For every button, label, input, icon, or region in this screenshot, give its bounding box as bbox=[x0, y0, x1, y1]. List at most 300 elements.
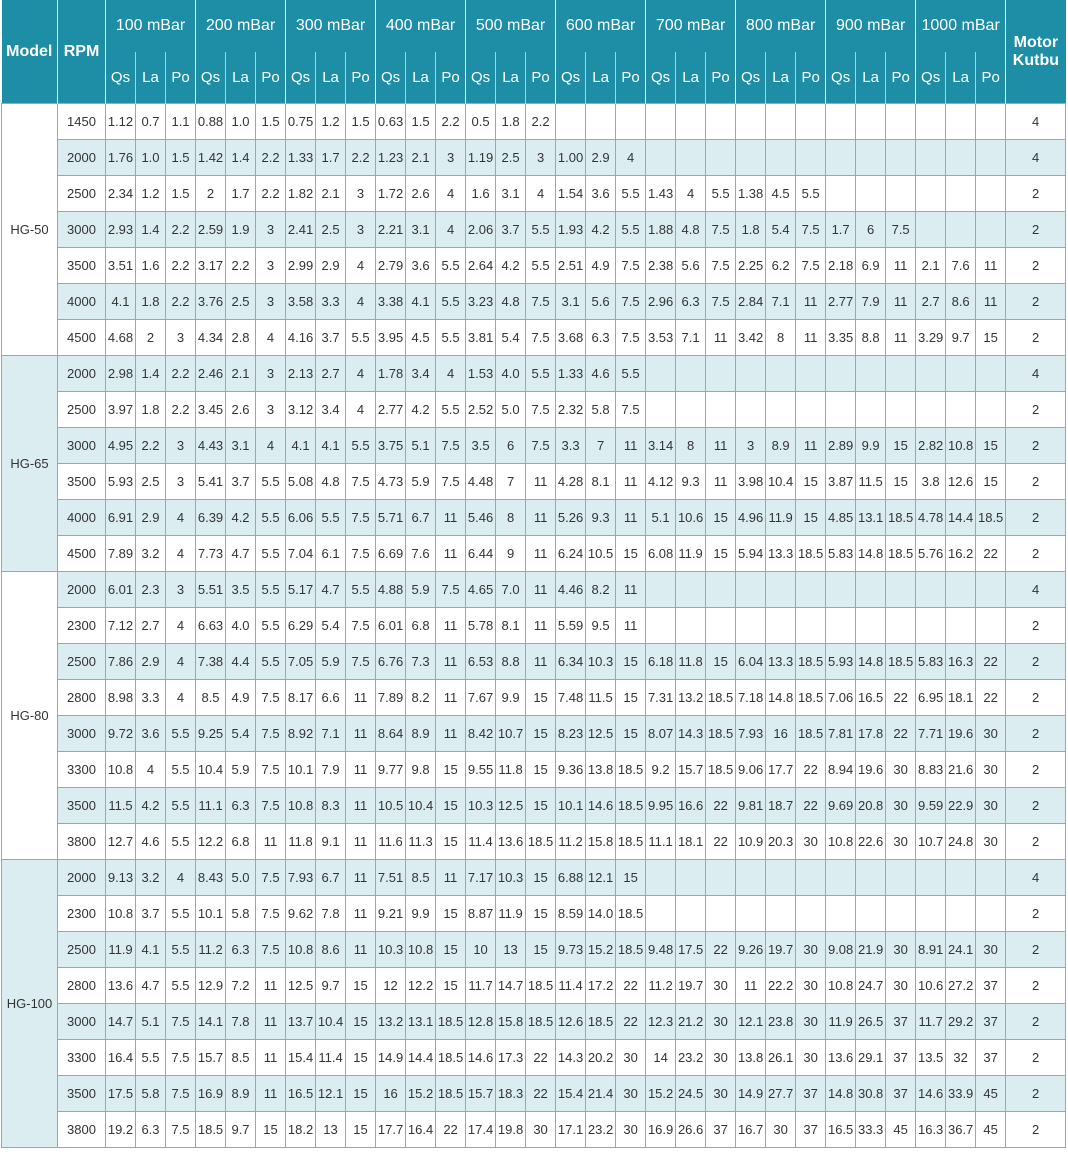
value-cell-la: 9.1 bbox=[316, 824, 346, 860]
model-cell: HG-100 bbox=[2, 860, 58, 1148]
rpm-cell: 3500 bbox=[58, 248, 106, 284]
value-cell-qs: 11.9 bbox=[106, 932, 136, 968]
value-cell-la: 8.5 bbox=[406, 860, 436, 896]
value-cell-po: 5.5 bbox=[436, 320, 466, 356]
value-cell-qs: 17.1 bbox=[556, 1112, 586, 1148]
header-sub-la: La bbox=[946, 52, 976, 104]
value-cell-qs: 5.59 bbox=[556, 608, 586, 644]
value-cell-po: 18.5 bbox=[886, 644, 916, 680]
table-row bbox=[2, 572, 1066, 608]
value-cell-po: 15 bbox=[436, 896, 466, 932]
table-row bbox=[2, 464, 1066, 500]
value-cell-po: 7.5 bbox=[796, 248, 826, 284]
value-cell-po: 7.5 bbox=[166, 1040, 196, 1076]
header-pressure-5: 500 mBar bbox=[466, 0, 556, 52]
value-cell-qs bbox=[646, 392, 676, 428]
value-cell-po: 22 bbox=[616, 968, 646, 1004]
value-cell-la: 10.8 bbox=[406, 932, 436, 968]
value-cell-qs: 2.38 bbox=[646, 248, 676, 284]
value-cell-qs bbox=[916, 104, 946, 140]
value-cell-po bbox=[796, 572, 826, 608]
value-cell-qs: 7.51 bbox=[376, 860, 406, 896]
value-cell-po bbox=[886, 608, 916, 644]
value-cell-qs bbox=[736, 860, 766, 896]
value-cell-po: 11 bbox=[346, 896, 376, 932]
value-cell-la: 3.1 bbox=[406, 212, 436, 248]
value-cell-po: 7.5 bbox=[256, 896, 286, 932]
value-cell-qs bbox=[736, 896, 766, 932]
value-cell-po: 18.5 bbox=[616, 824, 646, 860]
value-cell-la bbox=[946, 212, 976, 248]
value-cell-po: 15 bbox=[436, 968, 466, 1004]
value-cell-qs: 3.3 bbox=[556, 428, 586, 464]
value-cell-po: 15 bbox=[526, 716, 556, 752]
value-cell-qs: 9.55 bbox=[466, 752, 496, 788]
value-cell-qs: 2.98 bbox=[106, 356, 136, 392]
value-cell-la: 6.3 bbox=[136, 1112, 166, 1148]
value-cell-po bbox=[976, 392, 1006, 428]
value-cell-la: 3.1 bbox=[226, 428, 256, 464]
value-cell-po: 18.5 bbox=[706, 680, 736, 716]
value-cell-qs: 17.4 bbox=[466, 1112, 496, 1148]
value-cell-qs: 4.85 bbox=[826, 500, 856, 536]
value-cell-qs: 16 bbox=[376, 1076, 406, 1112]
value-cell-la: 4.0 bbox=[226, 608, 256, 644]
value-cell-qs: 10.8 bbox=[286, 788, 316, 824]
value-cell-qs: 2.93 bbox=[106, 212, 136, 248]
value-cell-po: 4 bbox=[526, 176, 556, 212]
header-sub-qs: Qs bbox=[466, 52, 496, 104]
header-row-subcolumns bbox=[2, 52, 1066, 104]
value-cell-la: 1.9 bbox=[226, 212, 256, 248]
value-cell-qs: 2.32 bbox=[556, 392, 586, 428]
value-cell-qs: 4.46 bbox=[556, 572, 586, 608]
value-cell-po: 5.5 bbox=[166, 752, 196, 788]
value-cell-la: 27.2 bbox=[946, 968, 976, 1004]
table-row bbox=[2, 680, 1066, 716]
rpm-cell: 2500 bbox=[58, 176, 106, 212]
value-cell-la: 4 bbox=[136, 752, 166, 788]
value-cell-qs: 9.81 bbox=[736, 788, 766, 824]
value-cell-qs bbox=[826, 572, 856, 608]
value-cell-la: 12.1 bbox=[586, 860, 616, 896]
value-cell-qs: 10.4 bbox=[196, 752, 226, 788]
value-cell-la: 16.5 bbox=[856, 680, 886, 716]
value-cell-la: 29.1 bbox=[856, 1040, 886, 1076]
value-cell-qs: 5.17 bbox=[286, 572, 316, 608]
value-cell-po: 7.5 bbox=[706, 248, 736, 284]
table-row bbox=[2, 608, 1066, 644]
value-cell-la: 26.5 bbox=[856, 1004, 886, 1040]
value-cell-qs: 1.76 bbox=[106, 140, 136, 176]
value-cell-la: 6.7 bbox=[316, 860, 346, 896]
value-cell-po: 30 bbox=[976, 788, 1006, 824]
value-cell-po: 5.5 bbox=[346, 320, 376, 356]
header-sub-po: Po bbox=[526, 52, 556, 104]
value-cell-la: 2.9 bbox=[136, 500, 166, 536]
value-cell-qs: 3.14 bbox=[646, 428, 676, 464]
value-cell-qs: 7.18 bbox=[736, 680, 766, 716]
value-cell-la: 3.3 bbox=[316, 284, 346, 320]
header-model: Model bbox=[2, 0, 58, 104]
value-cell-la: 4.8 bbox=[676, 212, 706, 248]
value-cell-qs: 4.73 bbox=[376, 464, 406, 500]
value-cell-qs bbox=[916, 356, 946, 392]
header-row-pressures bbox=[2, 0, 1066, 52]
motor-pole-cell: 2 bbox=[1006, 896, 1066, 932]
motor-pole-cell: 2 bbox=[1006, 752, 1066, 788]
value-cell-qs: 11.5 bbox=[106, 788, 136, 824]
value-cell-qs bbox=[916, 896, 946, 932]
value-cell-la: 11.4 bbox=[316, 1040, 346, 1076]
value-cell-po: 15 bbox=[706, 500, 736, 536]
value-cell-po: 2.2 bbox=[166, 356, 196, 392]
header-motor-kutbu: Motor Kutbu bbox=[1006, 0, 1066, 104]
value-cell-qs bbox=[646, 860, 676, 896]
value-cell-la bbox=[946, 140, 976, 176]
value-cell-qs: 9.2 bbox=[646, 752, 676, 788]
value-cell-la: 1.2 bbox=[316, 104, 346, 140]
value-cell-qs: 12.5 bbox=[286, 968, 316, 1004]
value-cell-po: 15 bbox=[346, 968, 376, 1004]
value-cell-la: 8.1 bbox=[586, 464, 616, 500]
value-cell-la: 10.8 bbox=[946, 428, 976, 464]
value-cell-la bbox=[946, 392, 976, 428]
value-cell-la: 7 bbox=[496, 464, 526, 500]
value-cell-qs: 10 bbox=[466, 932, 496, 968]
value-cell-qs: 9.36 bbox=[556, 752, 586, 788]
value-cell-po bbox=[616, 104, 646, 140]
value-cell-la: 1.0 bbox=[136, 140, 166, 176]
value-cell-po bbox=[706, 392, 736, 428]
value-cell-qs: 7.86 bbox=[106, 644, 136, 680]
value-cell-la: 8.9 bbox=[766, 428, 796, 464]
value-cell-qs: 3.23 bbox=[466, 284, 496, 320]
value-cell-qs: 7.67 bbox=[466, 680, 496, 716]
value-cell-qs: 6.24 bbox=[556, 536, 586, 572]
value-cell-po: 11 bbox=[436, 680, 466, 716]
table-row bbox=[2, 788, 1066, 824]
value-cell-qs: 11.1 bbox=[646, 824, 676, 860]
value-cell-po bbox=[706, 356, 736, 392]
value-cell-la: 1.4 bbox=[136, 356, 166, 392]
value-cell-qs: 5.94 bbox=[736, 536, 766, 572]
value-cell-po: 11 bbox=[346, 680, 376, 716]
value-cell-qs: 17.7 bbox=[376, 1112, 406, 1148]
header-sub-qs: Qs bbox=[736, 52, 766, 104]
table-row bbox=[2, 536, 1066, 572]
motor-pole-cell: 2 bbox=[1006, 320, 1066, 356]
value-cell-po: 11 bbox=[616, 500, 646, 536]
value-cell-qs: 9.77 bbox=[376, 752, 406, 788]
value-cell-la: 23.2 bbox=[676, 1040, 706, 1076]
value-cell-qs: 13.6 bbox=[826, 1040, 856, 1076]
value-cell-la: 5.4 bbox=[316, 608, 346, 644]
value-cell-po: 7.5 bbox=[616, 248, 646, 284]
value-cell-po: 15 bbox=[526, 860, 556, 896]
value-cell-po: 45 bbox=[886, 1112, 916, 1148]
motor-pole-cell: 2 bbox=[1006, 284, 1066, 320]
value-cell-qs: 0.75 bbox=[286, 104, 316, 140]
value-cell-po: 22 bbox=[436, 1112, 466, 1148]
value-cell-qs: 1.42 bbox=[196, 140, 226, 176]
value-cell-qs: 2.41 bbox=[286, 212, 316, 248]
value-cell-la: 4.8 bbox=[316, 464, 346, 500]
value-cell-po: 30 bbox=[976, 752, 1006, 788]
value-cell-la: 2.1 bbox=[226, 356, 256, 392]
value-cell-po: 7.5 bbox=[526, 392, 556, 428]
value-cell-qs: 10.5 bbox=[376, 788, 406, 824]
value-cell-po: 11 bbox=[616, 464, 646, 500]
value-cell-la: 10.3 bbox=[586, 644, 616, 680]
value-cell-po: 15 bbox=[436, 824, 466, 860]
value-cell-po: 5.5 bbox=[256, 500, 286, 536]
header-sub-po: Po bbox=[346, 52, 376, 104]
value-cell-po: 37 bbox=[706, 1112, 736, 1148]
value-cell-la: 1.2 bbox=[136, 176, 166, 212]
value-cell-qs: 15.7 bbox=[196, 1040, 226, 1076]
value-cell-po bbox=[976, 896, 1006, 932]
value-cell-la: 15.8 bbox=[496, 1004, 526, 1040]
header-sub-po: Po bbox=[706, 52, 736, 104]
value-cell-la: 9.3 bbox=[586, 500, 616, 536]
value-cell-po: 3 bbox=[256, 392, 286, 428]
value-cell-po: 7.5 bbox=[886, 212, 916, 248]
value-cell-la: 5.4 bbox=[226, 716, 256, 752]
value-cell-la: 2.6 bbox=[406, 176, 436, 212]
value-cell-qs: 7.04 bbox=[286, 536, 316, 572]
value-cell-po: 18.5 bbox=[706, 752, 736, 788]
value-cell-qs: 7.38 bbox=[196, 644, 226, 680]
model-cell: HG-65 bbox=[2, 356, 58, 572]
motor-pole-cell: 4 bbox=[1006, 140, 1066, 176]
value-cell-po: 2.2 bbox=[166, 392, 196, 428]
value-cell-po: 5.5 bbox=[256, 608, 286, 644]
value-cell-la: 9.5 bbox=[586, 608, 616, 644]
value-cell-qs: 4.28 bbox=[556, 464, 586, 500]
value-cell-la: 22.9 bbox=[946, 788, 976, 824]
value-cell-la: 9.8 bbox=[406, 752, 436, 788]
rpm-cell: 3500 bbox=[58, 788, 106, 824]
value-cell-la bbox=[676, 860, 706, 896]
value-cell-la: 8.8 bbox=[496, 644, 526, 680]
value-cell-qs: 3.68 bbox=[556, 320, 586, 356]
value-cell-la bbox=[946, 356, 976, 392]
value-cell-qs: 14.8 bbox=[826, 1076, 856, 1112]
value-cell-la bbox=[586, 104, 616, 140]
value-cell-qs bbox=[736, 356, 766, 392]
value-cell-la: 7.9 bbox=[316, 752, 346, 788]
value-cell-la: 5.9 bbox=[406, 464, 436, 500]
value-cell-la: 4.2 bbox=[406, 392, 436, 428]
value-cell-la: 3.5 bbox=[226, 572, 256, 608]
value-cell-la: 7.2 bbox=[226, 968, 256, 1004]
value-cell-qs: 11.7 bbox=[916, 1004, 946, 1040]
value-cell-la: 29.2 bbox=[946, 1004, 976, 1040]
value-cell-po: 7.5 bbox=[526, 284, 556, 320]
value-cell-qs: 12.3 bbox=[646, 1004, 676, 1040]
value-cell-la: 17.2 bbox=[586, 968, 616, 1004]
value-cell-qs: 2.18 bbox=[826, 248, 856, 284]
value-cell-po: 22 bbox=[706, 824, 736, 860]
value-cell-po: 2.2 bbox=[256, 140, 286, 176]
value-cell-qs: 11.1 bbox=[196, 788, 226, 824]
value-cell-qs bbox=[826, 176, 856, 212]
rpm-cell: 3000 bbox=[58, 1004, 106, 1040]
value-cell-qs: 11.7 bbox=[466, 968, 496, 1004]
value-cell-po: 11 bbox=[616, 572, 646, 608]
value-cell-qs: 3.17 bbox=[196, 248, 226, 284]
value-cell-la: 10.4 bbox=[316, 1004, 346, 1040]
value-cell-la: 21.2 bbox=[676, 1004, 706, 1040]
value-cell-po: 5.5 bbox=[256, 572, 286, 608]
value-cell-po: 22 bbox=[526, 1076, 556, 1112]
value-cell-la: 8.9 bbox=[226, 1076, 256, 1112]
value-cell-po: 7.5 bbox=[706, 284, 736, 320]
value-cell-qs: 4.43 bbox=[196, 428, 226, 464]
value-cell-po: 30 bbox=[886, 824, 916, 860]
value-cell-qs: 8.5 bbox=[196, 680, 226, 716]
value-cell-la: 2.7 bbox=[136, 608, 166, 644]
value-cell-la bbox=[766, 608, 796, 644]
value-cell-qs: 2.1 bbox=[916, 248, 946, 284]
value-cell-la: 12.5 bbox=[586, 716, 616, 752]
value-cell-la: 2.5 bbox=[226, 284, 256, 320]
value-cell-qs: 11.4 bbox=[466, 824, 496, 860]
value-cell-qs: 7.05 bbox=[286, 644, 316, 680]
value-cell-qs bbox=[736, 140, 766, 176]
value-cell-po: 1.5 bbox=[166, 176, 196, 212]
value-cell-po bbox=[886, 104, 916, 140]
value-cell-la: 8.8 bbox=[856, 320, 886, 356]
rpm-cell: 4500 bbox=[58, 320, 106, 356]
value-cell-po: 11 bbox=[616, 428, 646, 464]
value-cell-po: 7.5 bbox=[346, 500, 376, 536]
value-cell-po: 3 bbox=[166, 320, 196, 356]
value-cell-qs: 8.92 bbox=[286, 716, 316, 752]
value-cell-la bbox=[946, 104, 976, 140]
value-cell-la: 2.5 bbox=[136, 464, 166, 500]
value-cell-po: 7.5 bbox=[436, 464, 466, 500]
value-cell-qs: 9.73 bbox=[556, 932, 586, 968]
value-cell-la: 6.1 bbox=[316, 536, 346, 572]
value-cell-qs bbox=[916, 392, 946, 428]
value-cell-la: 5.9 bbox=[226, 752, 256, 788]
value-cell-po bbox=[796, 392, 826, 428]
value-cell-la bbox=[856, 356, 886, 392]
value-cell-qs: 7.89 bbox=[106, 536, 136, 572]
value-cell-qs: 6.53 bbox=[466, 644, 496, 680]
value-cell-po: 11 bbox=[346, 824, 376, 860]
value-cell-qs: 1.00 bbox=[556, 140, 586, 176]
value-cell-la bbox=[766, 860, 796, 896]
value-cell-qs: 2.25 bbox=[736, 248, 766, 284]
motor-pole-cell: 2 bbox=[1006, 248, 1066, 284]
value-cell-qs: 3.81 bbox=[466, 320, 496, 356]
value-cell-la: 21.6 bbox=[946, 752, 976, 788]
value-cell-po: 4 bbox=[256, 320, 286, 356]
value-cell-qs: 4.96 bbox=[736, 500, 766, 536]
header-pressure-3: 300 mBar bbox=[286, 0, 376, 52]
table-row bbox=[2, 392, 1066, 428]
value-cell-la: 7.8 bbox=[316, 896, 346, 932]
value-cell-la: 30.8 bbox=[856, 1076, 886, 1112]
value-cell-la: 14.6 bbox=[586, 788, 616, 824]
value-cell-po: 30 bbox=[706, 968, 736, 1004]
rpm-cell: 4000 bbox=[58, 284, 106, 320]
header-sub-qs: Qs bbox=[106, 52, 136, 104]
table-row bbox=[2, 860, 1066, 896]
value-cell-la: 5.8 bbox=[226, 896, 256, 932]
value-cell-la: 6.9 bbox=[856, 248, 886, 284]
value-cell-qs: 8.07 bbox=[646, 716, 676, 752]
motor-pole-cell: 2 bbox=[1006, 824, 1066, 860]
value-cell-po bbox=[796, 356, 826, 392]
value-cell-la: 4.8 bbox=[496, 284, 526, 320]
value-cell-la: 14.7 bbox=[496, 968, 526, 1004]
value-cell-qs: 6.63 bbox=[196, 608, 226, 644]
value-cell-qs: 3.35 bbox=[826, 320, 856, 356]
table-row bbox=[2, 932, 1066, 968]
value-cell-la: 8 bbox=[766, 320, 796, 356]
value-cell-qs: 4.12 bbox=[646, 464, 676, 500]
header-sub-qs: Qs bbox=[556, 52, 586, 104]
value-cell-la: 6.3 bbox=[676, 284, 706, 320]
value-cell-qs: 2.96 bbox=[646, 284, 676, 320]
value-cell-qs: 2.99 bbox=[286, 248, 316, 284]
value-cell-la: 5.0 bbox=[496, 392, 526, 428]
value-cell-la: 16.2 bbox=[946, 536, 976, 572]
value-cell-po: 18.5 bbox=[436, 1076, 466, 1112]
value-cell-qs: 2 bbox=[196, 176, 226, 212]
table-row bbox=[2, 500, 1066, 536]
value-cell-qs: 10.8 bbox=[106, 752, 136, 788]
value-cell-la: 6.6 bbox=[316, 680, 346, 716]
value-cell-po: 15 bbox=[436, 932, 466, 968]
value-cell-qs: 15.2 bbox=[646, 1076, 676, 1112]
value-cell-qs: 4.34 bbox=[196, 320, 226, 356]
value-cell-la: 18.3 bbox=[496, 1076, 526, 1112]
value-cell-la bbox=[856, 104, 886, 140]
motor-pole-cell: 2 bbox=[1006, 716, 1066, 752]
value-cell-qs: 5.83 bbox=[916, 644, 946, 680]
value-cell-qs: 16.9 bbox=[646, 1112, 676, 1148]
value-cell-la: 2.2 bbox=[136, 428, 166, 464]
value-cell-la: 4 bbox=[676, 176, 706, 212]
rpm-cell: 2300 bbox=[58, 608, 106, 644]
value-cell-po bbox=[976, 608, 1006, 644]
value-cell-la: 19.6 bbox=[856, 752, 886, 788]
value-cell-qs bbox=[646, 608, 676, 644]
value-cell-la: 8.9 bbox=[406, 716, 436, 752]
value-cell-po: 11 bbox=[346, 860, 376, 896]
value-cell-qs: 3 bbox=[736, 428, 766, 464]
value-cell-po: 11 bbox=[526, 536, 556, 572]
value-cell-po: 5.5 bbox=[436, 248, 466, 284]
table-row bbox=[2, 284, 1066, 320]
value-cell-la: 2 bbox=[136, 320, 166, 356]
value-cell-la bbox=[856, 860, 886, 896]
value-cell-la: 13.6 bbox=[496, 824, 526, 860]
value-cell-qs: 13.8 bbox=[736, 1040, 766, 1076]
value-cell-po: 37 bbox=[796, 1076, 826, 1112]
value-cell-qs bbox=[916, 572, 946, 608]
value-cell-la: 8 bbox=[676, 428, 706, 464]
value-cell-po: 7.5 bbox=[346, 608, 376, 644]
value-cell-la: 13.3 bbox=[766, 536, 796, 572]
value-cell-qs: 9.72 bbox=[106, 716, 136, 752]
value-cell-la: 3.6 bbox=[586, 176, 616, 212]
